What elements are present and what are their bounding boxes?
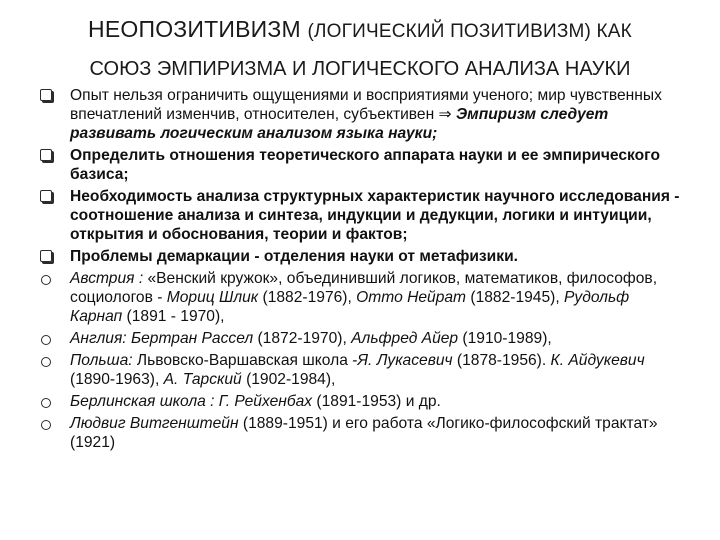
circle-bullet-icon: [41, 357, 51, 367]
circle-bullet-icon: [41, 335, 51, 345]
plain-text: «Венский кружок», объединивший логиков, математиков, философов, социологов -: [70, 270, 658, 306]
person-name: Рудольф Карнап: [70, 289, 630, 325]
title-line-2: СОЮЗ ЭМПИРИЗМА И ЛОГИЧЕСКОГО АНАЛИЗА НАУКИ: [89, 58, 631, 80]
bullet-1-conclusion: Эмпиризм следует развивать логическим анализом языка науки;: [70, 106, 609, 142]
sub-item-austria: [40, 269, 680, 326]
circle-bullet-icon: [41, 275, 51, 285]
years-text: (1882-1976),: [258, 289, 357, 306]
bullet-3-text: Необходимость анализа структурных характеристик научного исследования - соотношение анализа и синтеза, индукции и дедукции, логики и интуиции, открытия и обоснования, теории и фактов;: [70, 188, 680, 243]
circle-bullet-icon: [41, 420, 51, 430]
country-label: Польша:: [70, 352, 133, 369]
title-line-1-main: НЕОПОЗИТИВИЗМ: [88, 16, 308, 42]
years-text: (1910-1989),: [458, 330, 552, 347]
title-line-1: [20, 14, 700, 47]
person-name: Я. Лукасевич: [357, 352, 453, 369]
title-line-1-small: (ЛОГИЧЕСКИЙ ПОЗИТИВИЗМ) КАК: [307, 21, 632, 42]
person-name: Англия: Бертран Рассел: [70, 330, 254, 347]
years-text: (1891 - 1970),: [122, 308, 225, 325]
bullet-item-1: [40, 86, 680, 143]
square-bullet-icon: [40, 89, 52, 101]
square-bullet-icon: [40, 250, 52, 262]
years-text: (1890-1963),: [70, 371, 164, 388]
square-bullet-icon: [40, 190, 52, 202]
sub-item-england: [40, 329, 680, 348]
person-name: А. Тарский: [163, 371, 242, 388]
sub-item-poland: [40, 351, 680, 389]
bullet-2-text: Определить отношения теоретического аппарата науки и ее эмпирического базиса;: [70, 147, 660, 183]
person-name: Берлинская школа : Г. Рейхенбах: [70, 393, 313, 410]
bullet-1-text: Опыт нельзя ограничить ощущениями и восприятиями ученого; мир чувственных впечатлений изменчив, относителен, субъективен: [70, 87, 662, 123]
square-bullet-icon: [40, 149, 52, 161]
plain-text: Львовско-Варшавская школа -: [132, 352, 358, 369]
slide-title: [20, 14, 700, 83]
person-name: К. Айдукевич: [550, 352, 645, 369]
person-name: Мориц Шлик: [166, 289, 259, 306]
circle-bullet-icon: [41, 398, 51, 408]
bullet-4-text: Проблемы демаркации - отделения науки от метафизики.: [70, 248, 518, 265]
person-name: Отто Нейрат: [356, 289, 467, 306]
implies-arrow: ⇒: [438, 106, 452, 123]
bullet-item-3: [40, 187, 680, 244]
bullet-item-4: [40, 247, 680, 266]
years-text: (1882-1945),: [466, 289, 565, 306]
plain-text: (1889-1951) и его работа «Логико-философский трактат» (1921): [70, 415, 658, 451]
years-text: (1891-1953) и др.: [312, 393, 441, 410]
country-label: Австрия :: [70, 270, 144, 287]
years-text: (1872-1970),: [253, 330, 352, 347]
sub-item-berlin: [40, 392, 680, 411]
person-name: Людвиг Витгенштейн: [70, 415, 239, 432]
slide-body: [40, 86, 680, 452]
sub-item-wittgenstein: [40, 414, 680, 452]
person-name: Альфред Айер: [351, 330, 459, 347]
years-text: (1878-1956).: [452, 352, 551, 369]
bullet-item-2: [40, 146, 680, 184]
years-text: (1902-1984),: [241, 371, 336, 388]
